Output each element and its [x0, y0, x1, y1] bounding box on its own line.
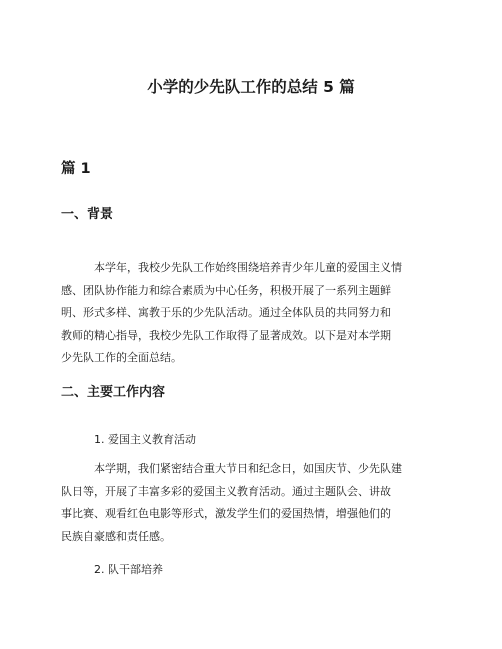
paragraph-line: 队日等，开展了丰富多彩的爱国主义教育活动。通过主题队会、讲故 — [61, 484, 391, 498]
paragraph-line: 民族自豪感和责任感。 — [61, 529, 171, 543]
paragraph-line: 本学年，我校少先队工作始终围绕培养青少年儿童的爱国主义情 — [94, 261, 402, 274]
paragraph-line: 事比赛、观看红色电影等形式，激发学生们的爱国热情，增强他们的 — [61, 507, 391, 520]
part-heading: 篇 1 — [61, 161, 91, 177]
paragraph-line: 明、形式多样、寓教于乐的少先队活动。通过全体队员的共同努力和 — [61, 306, 391, 319]
section-heading-main-work: 二、主要工作内容 — [61, 385, 166, 400]
section-heading-background: 一、背景 — [61, 207, 114, 222]
patriotic-education-paragraph — [61, 458, 447, 548]
background-paragraph — [61, 257, 447, 370]
paragraph-line: 少先队工作的全面总结。 — [61, 351, 182, 364]
subsection-label-cadre-training: 2. 队干部培养 — [94, 563, 163, 576]
paragraph-line: 本学期，我们紧密结合重大节日和纪念日，如国庆节、少先队建 — [94, 462, 402, 475]
paragraph-line: 感、团队协作能力和综合素质为中心任务，积极开展了一系列主题鲜 — [61, 283, 391, 297]
subsection-label-patriotic-education: 1. 爱国主义教育活动 — [94, 433, 196, 446]
paragraph-line: 教师的精心指导，我校少先队工作取得了显著成效。以下是对本学期 — [61, 328, 391, 342]
document-title: 小学的少先队工作的总结 5 篇 — [147, 78, 355, 96]
